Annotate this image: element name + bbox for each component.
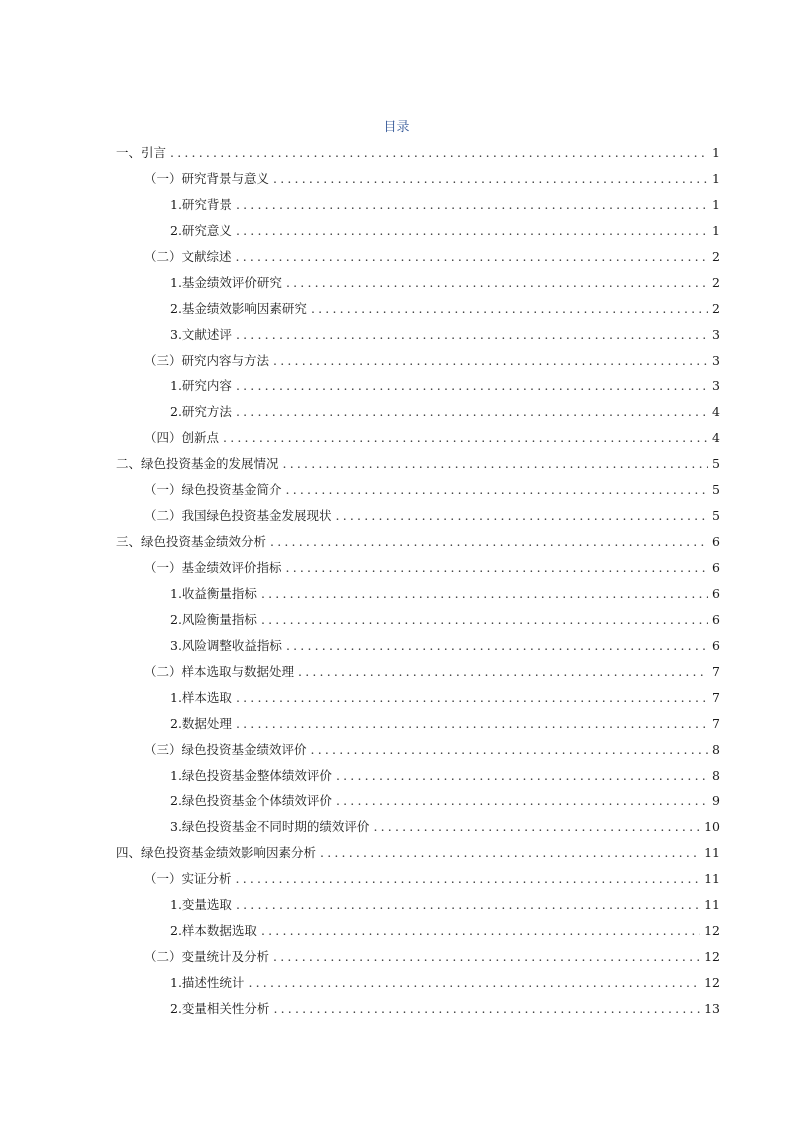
toc-leader-dots [336, 503, 708, 529]
toc-leader-dots [311, 737, 708, 763]
toc-entry-text: 3.文献述评 [170, 326, 232, 342]
toc-entry[interactable] [116, 970, 720, 996]
toc-entry[interactable] [116, 788, 720, 814]
toc-entry[interactable] [116, 296, 720, 322]
toc-page-number: 3 [712, 326, 720, 342]
toc-page-number: 6 [712, 560, 720, 575]
toc-entry[interactable] [116, 814, 720, 840]
toc-entry-text: （二）我国绿色投资基金发展现状 [144, 508, 332, 524]
toc-leader-dots [236, 399, 708, 425]
toc-page-number: 2 [712, 300, 720, 316]
toc-entry[interactable] [116, 244, 720, 270]
toc-leader-dots [261, 918, 700, 944]
toc-page-number: 11 [704, 871, 720, 887]
table-of-contents [116, 140, 720, 1022]
toc-entry-text: （三）绿色投资基金绩效评价 [144, 741, 307, 757]
toc-entry[interactable] [116, 322, 720, 348]
toc-entry-text: （一）实证分析 [144, 871, 232, 887]
toc-entry-text: （三）研究内容与方法 [144, 352, 270, 368]
toc-page-number: 1 [712, 222, 720, 238]
toc-entry[interactable] [116, 685, 720, 711]
toc-page-number: 6 [712, 611, 720, 627]
toc-leader-dots [273, 348, 708, 374]
toc-leader-dots [236, 711, 708, 737]
toc-page-number: 5 [712, 456, 720, 472]
toc-page-number: 8 [712, 741, 720, 757]
toc-entry-text: 2.风险衡量指标 [170, 611, 257, 627]
toc-entry[interactable] [116, 581, 720, 607]
toc-page-number: 6 [712, 637, 720, 653]
toc-entry[interactable] [116, 763, 720, 789]
toc-leader-dots [236, 866, 701, 892]
toc-entry-text: （一）绿色投资基金简介 [144, 482, 282, 498]
toc-page-number: 5 [712, 482, 720, 498]
toc-leader-dots [261, 607, 708, 633]
toc-entry-text: 2.变量相关性分析 [170, 1000, 270, 1016]
toc-entry-text: 2.绿色投资基金个体绩效评价 [170, 793, 332, 809]
toc-page-number: 12 [704, 923, 720, 939]
toc-entry-text: 二、绿色投资基金的发展情况 [116, 456, 279, 472]
toc-page-number: 7 [712, 715, 720, 731]
toc-page-number: 2 [712, 248, 720, 264]
toc-page-number: 6 [712, 585, 720, 601]
toc-title: 目录 [383, 120, 410, 135]
toc-leader-dots [261, 581, 708, 607]
toc-entry-text: 1.收益衡量指标 [170, 585, 257, 601]
toc-entry-text: 1.基金绩效评价研究 [170, 274, 282, 290]
toc-leader-dots [236, 244, 708, 270]
toc-entry[interactable] [116, 425, 720, 451]
toc-page-number: 1 [712, 196, 720, 212]
toc-leader-dots [373, 814, 700, 840]
toc-entry[interactable] [116, 892, 720, 918]
toc-leader-dots [270, 529, 708, 555]
toc-entry-text: 2.数据处理 [170, 715, 232, 731]
toc-entry-text: 1.描述性统计 [170, 975, 245, 990]
toc-entry-text: （一）研究背景与意义 [144, 170, 270, 186]
toc-entry[interactable] [116, 607, 720, 633]
toc-page-number: 5 [712, 508, 720, 524]
toc-entry[interactable] [116, 840, 720, 866]
toc-leader-dots [311, 296, 708, 322]
toc-entry[interactable] [116, 711, 720, 737]
toc-page-number: 9 [712, 793, 720, 809]
toc-page-number: 8 [712, 767, 720, 783]
toc-entry[interactable] [116, 140, 720, 166]
toc-entry-text: 1.样本选取 [170, 689, 232, 705]
toc-entry-text: 2.研究方法 [170, 404, 232, 420]
toc-leader-dots [286, 633, 708, 659]
toc-entry[interactable] [116, 918, 720, 944]
toc-page-number: 3 [712, 352, 720, 368]
toc-entry[interactable] [116, 477, 720, 503]
toc-page-number: 3 [712, 378, 720, 394]
toc-leader-dots [320, 840, 700, 866]
toc-entry[interactable] [116, 555, 720, 581]
toc-leader-dots [236, 892, 700, 918]
toc-entry-text: 2.研究意义 [170, 222, 232, 238]
toc-entry[interactable] [116, 192, 720, 218]
toc-leader-dots [286, 555, 708, 581]
toc-leader-dots [223, 425, 708, 451]
toc-leader-dots [286, 477, 708, 503]
toc-page-number: 10 [704, 819, 720, 835]
toc-leader-dots [273, 996, 700, 1022]
toc-entry[interactable] [116, 399, 720, 425]
toc-page-number: 4 [712, 404, 720, 420]
toc-page-number: 11 [704, 897, 720, 913]
toc-page-number: 4 [712, 430, 720, 446]
toc-entry-text: 一、引言 [116, 145, 167, 160]
toc-entry-text: 1.研究背景 [170, 196, 232, 212]
toc-entry-text: 四、绿色投资基金绩效影响因素分析 [116, 845, 317, 861]
toc-entry-text: 3.绿色投资基金不同时期的绩效评价 [170, 819, 370, 835]
toc-entry-text: （四）创新点 [144, 430, 220, 446]
toc-leader-dots [273, 166, 708, 192]
toc-leader-dots [298, 659, 708, 685]
toc-entry[interactable] [116, 996, 720, 1022]
toc-page-number: 13 [704, 1000, 720, 1016]
toc-page-number: 1 [712, 170, 720, 186]
toc-leader-dots [273, 944, 700, 970]
toc-page-number: 6 [712, 534, 720, 550]
toc-page-number: 11 [704, 845, 720, 861]
toc-page-number: 1 [712, 145, 720, 160]
toc-page-number: 7 [712, 689, 720, 705]
toc-leader-dots [336, 788, 708, 814]
toc-entry[interactable] [116, 373, 720, 399]
toc-entry[interactable] [116, 737, 720, 763]
toc-entry[interactable] [116, 944, 720, 970]
toc-leader-dots [248, 970, 700, 996]
toc-leader-dots [286, 270, 708, 296]
toc-entry[interactable] [116, 866, 720, 892]
toc-leader-dots [236, 685, 708, 711]
toc-leader-dots [170, 140, 708, 166]
toc-entry[interactable] [116, 451, 720, 477]
toc-page-number: 12 [704, 949, 720, 965]
toc-entry[interactable] [116, 270, 720, 296]
toc-entry-text: （二）变量统计及分析 [144, 949, 270, 965]
toc-entry-text: 1.研究内容 [170, 378, 232, 394]
toc-leader-dots [236, 373, 708, 399]
toc-entry[interactable] [116, 659, 720, 685]
toc-entry-text: 2.样本数据选取 [170, 923, 257, 939]
toc-entry-text: 1.变量选取 [170, 897, 232, 913]
toc-leader-dots [336, 763, 708, 789]
toc-entry-text: 2.基金绩效影响因素研究 [170, 300, 307, 316]
toc-entry[interactable] [116, 218, 720, 244]
toc-leader-dots [236, 218, 708, 244]
toc-entry-text: （二）文献综述 [144, 248, 232, 264]
toc-entry[interactable] [116, 166, 720, 192]
toc-page-number: 2 [712, 274, 720, 290]
toc-entry[interactable] [116, 529, 720, 555]
toc-leader-dots [236, 322, 708, 348]
toc-entry[interactable] [116, 348, 720, 374]
toc-entry-text: 1.绿色投资基金整体绩效评价 [170, 767, 332, 783]
toc-page-number: 7 [712, 663, 720, 679]
toc-entry-text: 3.风险调整收益指标 [170, 637, 282, 653]
toc-leader-dots [236, 192, 708, 218]
toc-entry[interactable] [116, 633, 720, 659]
toc-entry-text: （二）样本选取与数据处理 [144, 663, 295, 679]
toc-page-number: 12 [704, 975, 720, 990]
toc-entry-text: 三、绿色投资基金绩效分析 [116, 534, 267, 550]
toc-entry-text: （一）基金绩效评价指标 [144, 560, 282, 575]
toc-entry[interactable] [116, 503, 720, 529]
toc-leader-dots [283, 451, 708, 477]
